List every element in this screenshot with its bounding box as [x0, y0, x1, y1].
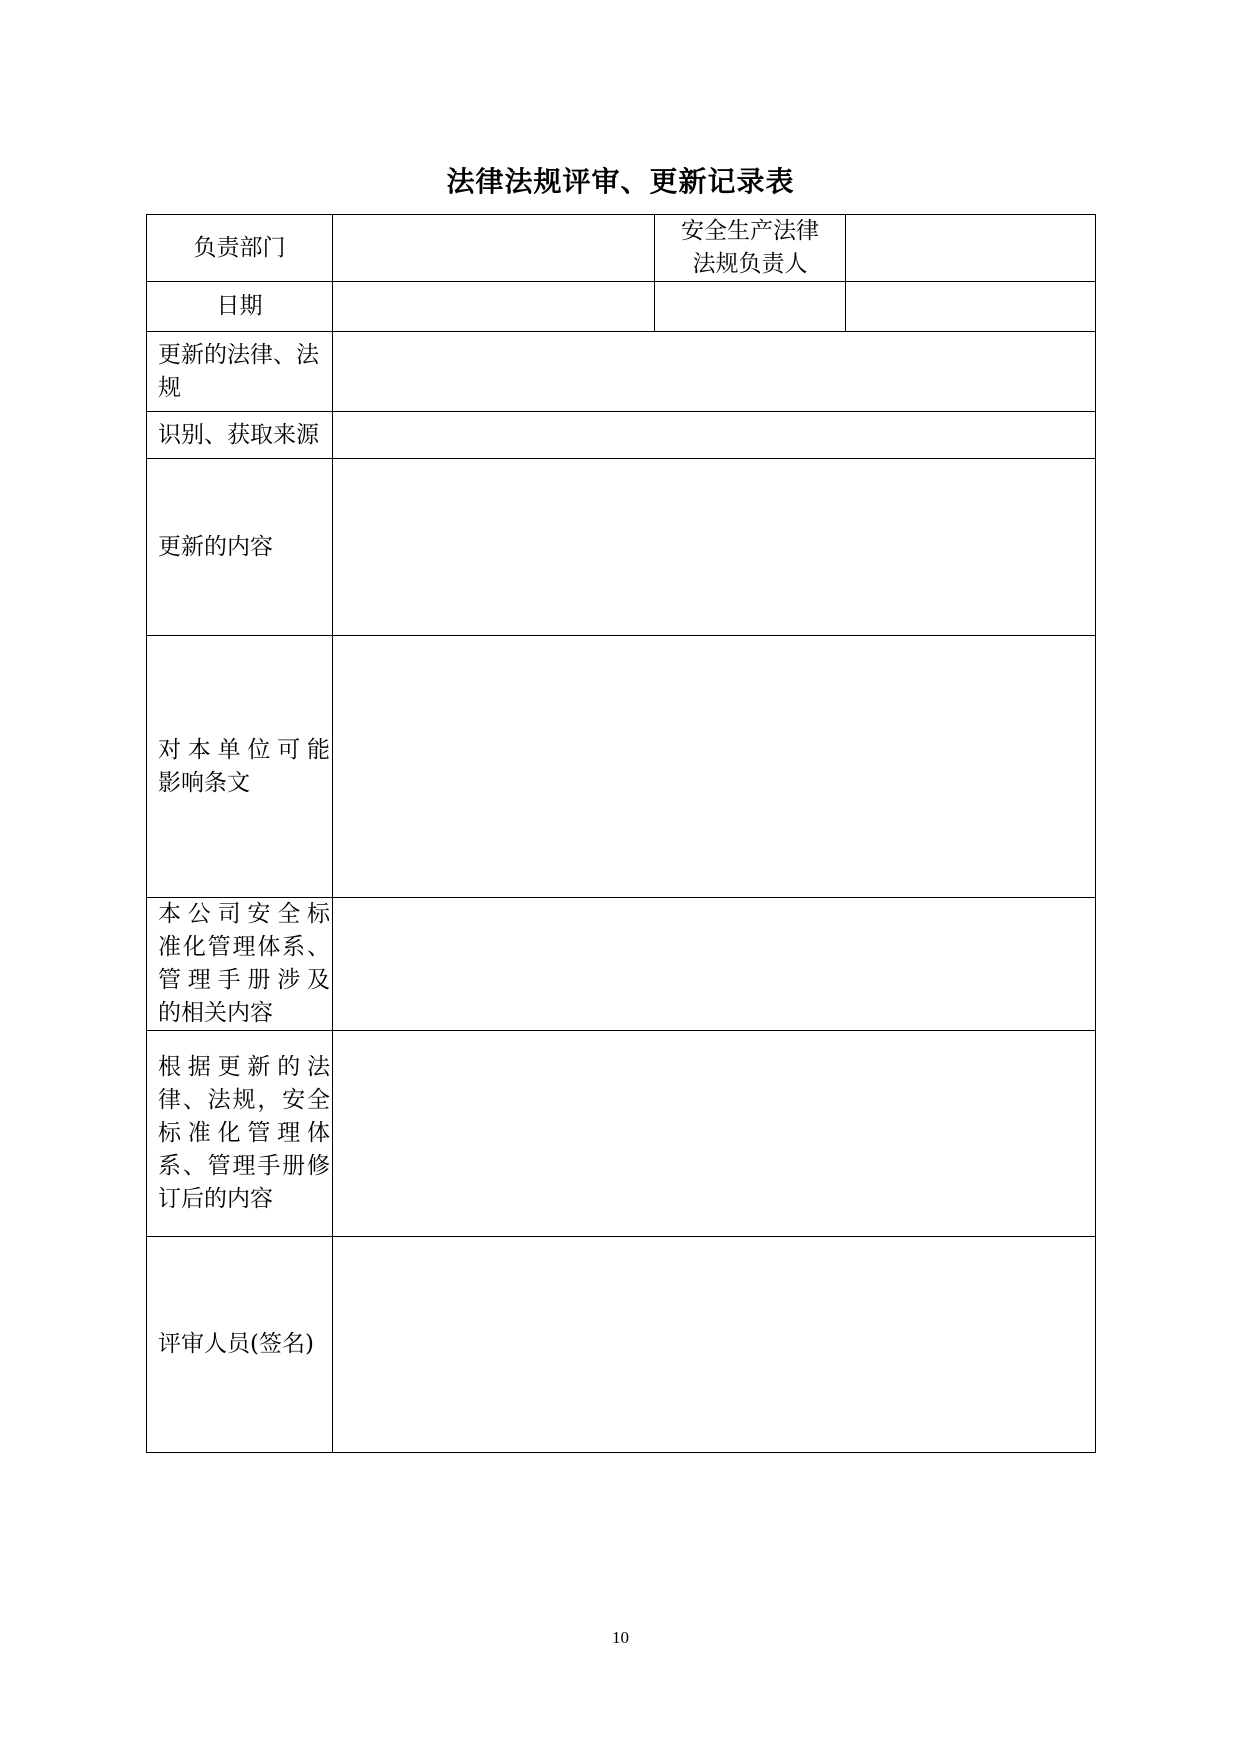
- related-label-line1: 本公司安全标: [158, 901, 330, 927]
- date-field[interactable]: [333, 282, 655, 332]
- reviewers-signature-field[interactable]: [333, 1237, 1096, 1453]
- date-label: 日期: [147, 282, 333, 332]
- row-impact: [147, 636, 1096, 898]
- responsible-dept-label: 负责部门: [147, 215, 333, 282]
- safety-law-owner-label-line2: 法规负责人: [692, 251, 808, 277]
- row-responsible-dept: [147, 215, 1096, 282]
- safety-law-owner-field[interactable]: [846, 215, 1096, 282]
- impact-label-line2: 影响条文: [158, 769, 250, 796]
- safety-law-owner-label-line1: 安全生产法律: [681, 218, 819, 244]
- source-label: 识别、获取来源: [147, 412, 333, 459]
- revised-content-label: [147, 1031, 333, 1237]
- impact-label: [147, 636, 333, 898]
- responsible-dept-field[interactable]: [333, 215, 655, 282]
- document-title: 法律法规评审、更新记录表: [446, 165, 795, 198]
- reviewers-label: 评审人员(签名): [147, 1237, 333, 1453]
- date-extra-field-2[interactable]: [846, 282, 1096, 332]
- row-revised-content: [147, 1031, 1096, 1237]
- source-field[interactable]: [333, 412, 1096, 459]
- date-extra-field-1[interactable]: [655, 282, 846, 332]
- related-label-line4: 的相关内容: [158, 1000, 273, 1026]
- revised-label-line3: 标准化管理体: [158, 1120, 330, 1146]
- related-content-label: [147, 898, 333, 1031]
- revised-label-line1: 根据更新的法: [158, 1054, 330, 1080]
- safety-law-owner-label: [655, 215, 846, 282]
- row-updated-laws: [147, 332, 1096, 412]
- row-date: [147, 282, 1096, 332]
- impact-label-line1: 对本单位可能: [158, 736, 330, 763]
- related-content-field[interactable]: [333, 898, 1096, 1031]
- row-reviewers: [147, 1237, 1096, 1453]
- updated-laws-label-line1: 更新的法律、法: [158, 341, 319, 368]
- revised-content-field[interactable]: [333, 1031, 1096, 1237]
- related-label-line2: 准化管理体系、: [158, 934, 330, 960]
- updated-content-field[interactable]: [333, 459, 1096, 636]
- updated-content-label: 更新的内容: [147, 459, 333, 636]
- impact-field[interactable]: [333, 636, 1096, 898]
- revised-label-line5: 订后的内容: [158, 1186, 273, 1212]
- row-source: [147, 412, 1096, 459]
- page-number: 10: [612, 1628, 629, 1647]
- record-form-table: [146, 214, 1096, 1453]
- updated-laws-label-line2: 规: [158, 374, 181, 401]
- revised-label-line4: 系、管理手册修: [158, 1153, 330, 1179]
- related-label-line3: 管理手册涉及: [158, 967, 330, 993]
- revised-label-line2: 律、法规，安全: [158, 1087, 330, 1113]
- row-updated-content: [147, 459, 1096, 636]
- updated-laws-field[interactable]: [333, 332, 1096, 412]
- updated-laws-label: [147, 332, 333, 412]
- row-related-content: [147, 898, 1096, 1031]
